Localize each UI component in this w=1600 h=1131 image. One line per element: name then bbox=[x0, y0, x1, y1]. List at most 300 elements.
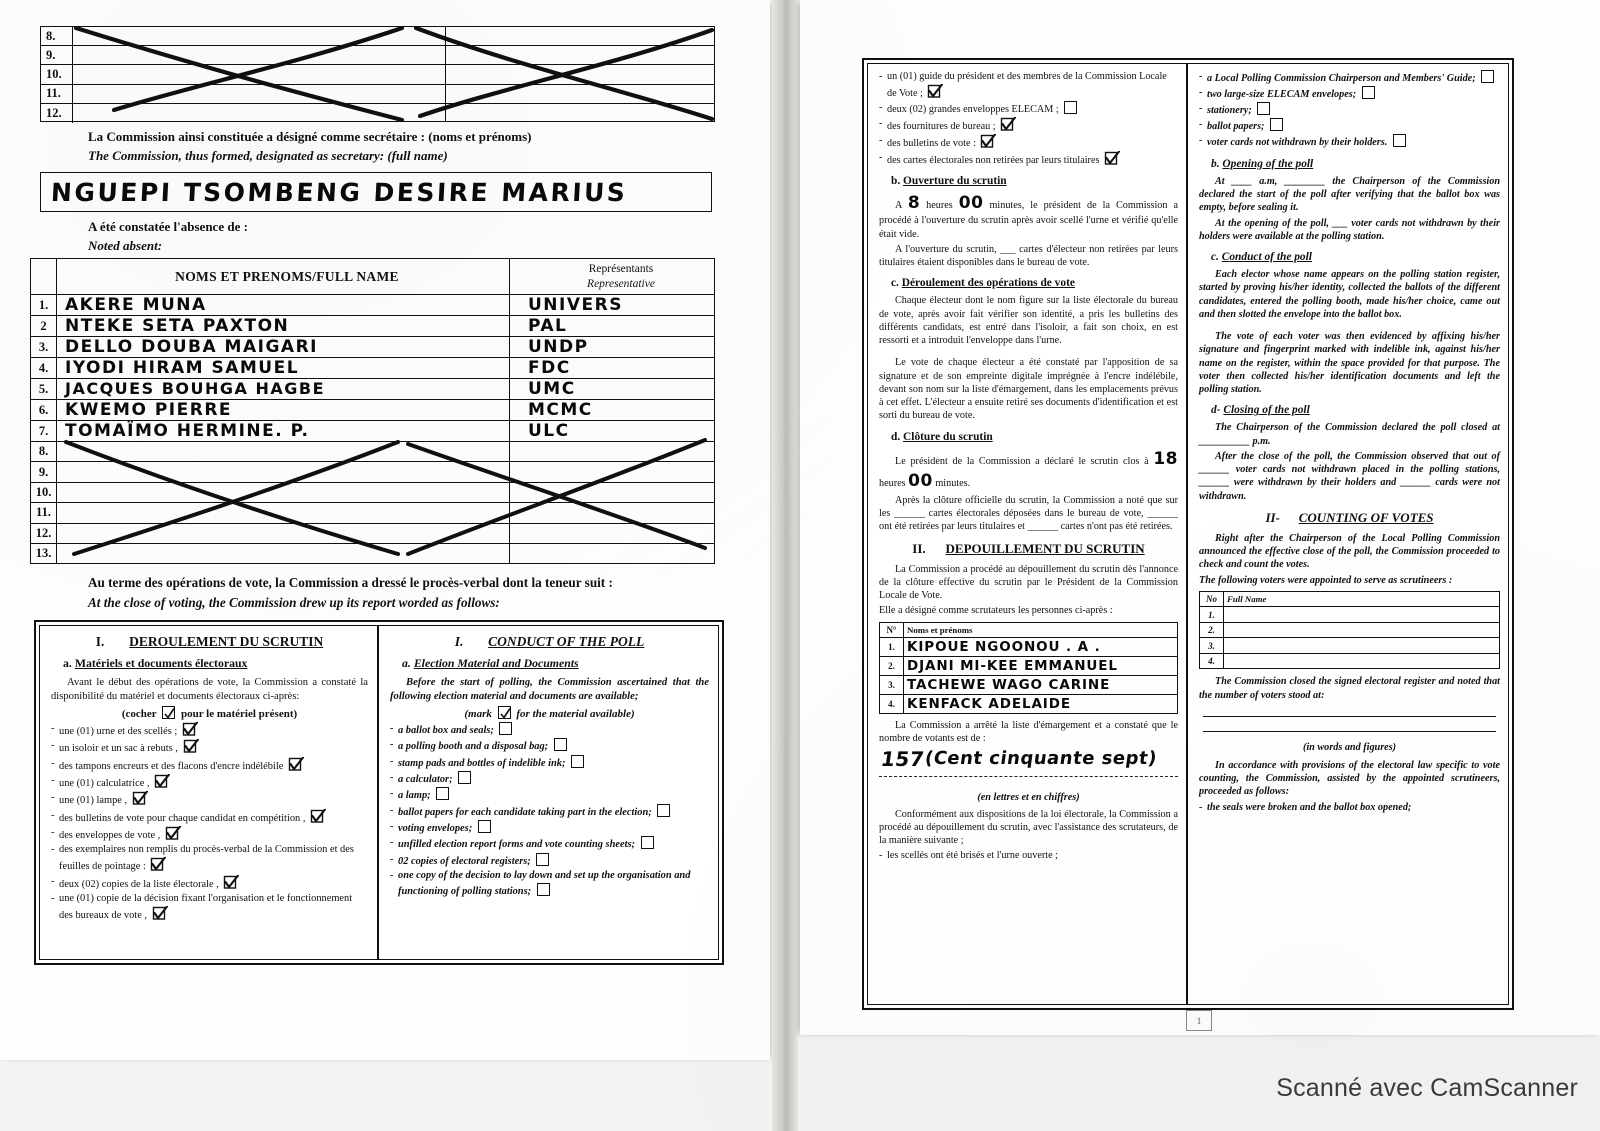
checklist-item bbox=[390, 853, 709, 869]
row-number: 3. bbox=[31, 337, 57, 358]
subsection-d-heading-fr bbox=[891, 431, 1178, 443]
checklist-item bbox=[390, 836, 709, 852]
row-fullname[interactable] bbox=[57, 442, 510, 462]
row-fullname[interactable] bbox=[57, 462, 510, 482]
table-row bbox=[880, 676, 1178, 695]
subsection-d-heading-en bbox=[1211, 404, 1500, 416]
row-fullname[interactable] bbox=[904, 638, 1178, 657]
row-fullname[interactable] bbox=[57, 482, 510, 502]
table-row bbox=[1200, 622, 1500, 638]
checkbox[interactable] bbox=[641, 836, 654, 849]
section-I-roman-en: I. bbox=[454, 634, 464, 649]
secretary-caption bbox=[88, 128, 532, 166]
table-row bbox=[1200, 607, 1500, 623]
subsection-b-heading-en bbox=[1211, 158, 1500, 170]
checkbox[interactable] bbox=[1064, 101, 1077, 114]
row-number: 1. bbox=[31, 295, 57, 316]
row-number: 12. bbox=[31, 523, 57, 543]
subsection-c-letter-fr: c. bbox=[891, 277, 899, 290]
subsection-a-letter-en: a. bbox=[402, 656, 411, 670]
handwritten-check-icon bbox=[223, 875, 239, 890]
section-I-intro-en: Before the start of polling, the Commission ascertained that the following election material and documents are available; bbox=[390, 677, 709, 702]
closing-note-fr: Au terme des opérations de vote, la Commission a dressé le procès-verbal dont la teneur suit : bbox=[88, 575, 613, 590]
scrutineers-col-no-en: No bbox=[1200, 591, 1224, 607]
row-representative[interactable] bbox=[510, 316, 715, 337]
checklist-item bbox=[879, 70, 1178, 100]
subsection-d-letter-fr: d. bbox=[891, 430, 901, 443]
table-row bbox=[31, 295, 715, 316]
grid-row bbox=[41, 65, 714, 84]
opening-line-en: At ____ a.m, ________ the Chairperson of the Commission declared the start of the poll after verifying that the ballot box was empty, before sealing it. bbox=[1199, 175, 1500, 214]
row-number: 13. bbox=[31, 543, 57, 563]
row-number: 4. bbox=[1200, 653, 1224, 669]
subsection-c-title-fr: Déroulement des opérations de vote bbox=[901, 277, 1075, 290]
checklist-item bbox=[51, 875, 368, 892]
checklist-item-label: une (01) copie de la décision fixant l'organisation et le fonctionnement des bureaux de vote , bbox=[59, 892, 353, 921]
table-row bbox=[880, 695, 1178, 714]
secretary-name-value: NGUEPI TSOMBENG DESIRE MARIUS bbox=[50, 177, 629, 207]
handwritten-check-icon bbox=[310, 809, 326, 824]
closing-line-en: The Chairperson of the Commission declared the poll closed at __________ p.m. bbox=[1199, 422, 1500, 447]
checklist-item-label: voting envelopes; bbox=[398, 823, 473, 835]
section-II-title-fr: DEPOUILLEMENT DU SCRUTIN bbox=[945, 540, 1145, 556]
row-fullname[interactable] bbox=[57, 421, 510, 442]
handwritten-party: FDC bbox=[528, 358, 571, 378]
checklist-item bbox=[51, 843, 368, 874]
grid-row bbox=[41, 104, 714, 123]
handwritten-name: TOMAÏMO HERMINE. P. bbox=[65, 421, 310, 441]
checklist-item bbox=[390, 804, 709, 820]
voters-count-figure: 157 bbox=[879, 746, 926, 771]
subsection-a-title-en: Election Material and Documents bbox=[413, 656, 579, 670]
opening-cards-line-fr: A l'ouverture du scrutin, ___ cartes d'électeur non retirées par leurs titulaires étaient disponibles dans le bureau de vote. bbox=[879, 243, 1178, 269]
handwritten-name: NTEKE SETA PAXTON bbox=[65, 316, 290, 336]
closing-prefix-fr: Le président de la Commission a déclaré le scrutin clos à bbox=[895, 455, 1149, 467]
checklist-item bbox=[390, 755, 709, 771]
table-row bbox=[31, 523, 715, 543]
table-row bbox=[31, 482, 715, 502]
handwritten-check-icon bbox=[1000, 117, 1016, 132]
top-empty-grid bbox=[40, 26, 715, 122]
closing-time-line-fr bbox=[879, 448, 1178, 492]
final-paragraph-fr: Conformément aux dispositions de la loi électorale, la Commission a procédé au dépouillement du scrutin, avec l'assistance des scrutateurs, de la manière suivante ; bbox=[879, 808, 1178, 847]
checkbox-instruction-pre-fr: (cocher bbox=[121, 708, 157, 721]
row-number: 9. bbox=[31, 462, 57, 482]
checkbox-instruction-fr bbox=[51, 706, 368, 720]
closing-cards-line-en: After the close of the poll, the Commission observed that out of ______ voter cards not withdrawn placed in the polling stations, ______ were withdrawn by their holders and ______ cards were not withdrawn. bbox=[1199, 450, 1500, 502]
checklist-item bbox=[879, 151, 1178, 168]
conduct-p1-en: Each elector whose name appears on the polling station register, started by proving his/her identity, collected the ballots of the different candidates, entered the polling booth, made his/her choice, came out and then slotted the envelope into the ballot box. bbox=[1199, 269, 1500, 320]
scrutineers-header-row bbox=[1200, 591, 1500, 607]
section-I-french-column bbox=[40, 626, 379, 959]
checkbox[interactable] bbox=[436, 787, 449, 800]
section-II-heading-fr bbox=[879, 541, 1178, 557]
checklist-item bbox=[1199, 86, 1500, 102]
closing-minute-value: 00 bbox=[908, 470, 933, 491]
row-fullname[interactable] bbox=[1224, 607, 1500, 623]
subsection-c-letter-en: c. bbox=[1211, 251, 1219, 264]
subsection-c-heading-fr bbox=[891, 277, 1178, 289]
checkmark-example-icon-en bbox=[498, 706, 511, 719]
checklist-item-label: des tampons encreurs et des flacons d'encre indélébile bbox=[59, 760, 284, 772]
checklist-item bbox=[390, 787, 709, 803]
checklist-item-label: ballot papers; bbox=[1207, 121, 1265, 133]
checklist-item-label: stamp pads and bottles of indelible ink; bbox=[398, 757, 566, 769]
conduct-p1-fr: Chaque électeur dont le nom figure sur la liste électorale du bureau de vote, après avoir fait vérifier son identité, a pris les bulletins des différents candidats, est entré dans l'isoloir, a fait son choix, en est ressorti et a introduit l'enveloppe dans l'urne. bbox=[879, 295, 1178, 347]
row-fullname[interactable] bbox=[57, 503, 510, 523]
counting-p2-en: The following voters were appointed to serve as scrutineers : bbox=[1199, 574, 1453, 586]
handwritten-party: ULC bbox=[528, 421, 570, 441]
scrutineers-table-fr bbox=[879, 622, 1178, 715]
row-representative[interactable] bbox=[510, 543, 715, 563]
row-fullname[interactable] bbox=[57, 543, 510, 563]
handwritten-check-icon bbox=[154, 774, 170, 789]
row-number: 1. bbox=[880, 638, 904, 657]
checklist-item-label: des fournitures de bureau ; bbox=[887, 120, 996, 132]
table-row bbox=[31, 421, 715, 442]
checkbox[interactable] bbox=[499, 722, 512, 735]
checklist-item-label: des cartes électorales non retirées par leurs titulaires bbox=[887, 154, 1100, 166]
checklist-item bbox=[51, 892, 368, 923]
col-header-no bbox=[31, 259, 57, 295]
checklist-item bbox=[390, 869, 709, 899]
handwritten-check-icon bbox=[288, 757, 304, 772]
absent-caption-fr: A été constatée l'absence de : bbox=[88, 219, 248, 234]
checklist-item-label: two large-size ELECAM envelopes; bbox=[1207, 89, 1357, 101]
row-fullname[interactable] bbox=[57, 337, 510, 358]
subsection-d-title-fr: Clôture du scrutin bbox=[903, 430, 993, 443]
camscanner-watermark: Scanné avec CamScanner bbox=[1276, 1074, 1578, 1102]
row-fullname[interactable] bbox=[904, 657, 1178, 676]
checkbox-instruction-post-fr: pour le matériel présent) bbox=[180, 708, 298, 721]
checklist-item bbox=[879, 101, 1178, 117]
representatives-table bbox=[30, 258, 715, 564]
checkbox[interactable] bbox=[1481, 70, 1494, 83]
subsection-b-letter-en: b. bbox=[1211, 157, 1220, 170]
row-fullname[interactable] bbox=[57, 316, 510, 337]
row-representative[interactable] bbox=[510, 421, 715, 442]
row-fullname[interactable] bbox=[57, 295, 510, 316]
checkbox[interactable] bbox=[537, 883, 550, 896]
opening-prefix-fr: A bbox=[895, 200, 902, 212]
final-bullets-en bbox=[1199, 801, 1500, 815]
section-II-roman-fr: II. bbox=[912, 540, 926, 556]
section-II-roman-en: II- bbox=[1265, 509, 1280, 525]
checkbox-instruction-pre-en: (mark bbox=[464, 708, 492, 721]
subsection-a-heading-en bbox=[402, 656, 709, 671]
page-gutter-edge bbox=[772, 0, 798, 1131]
row-number: 10. bbox=[31, 482, 57, 502]
table-row bbox=[31, 462, 715, 482]
opening-hour-value: 8 bbox=[907, 193, 921, 214]
checklist-item-label: voter cards not withdrawn by their holders. bbox=[1207, 137, 1388, 149]
row-number: 2. bbox=[880, 657, 904, 676]
voters-count-words: (Cent cinquante sept) bbox=[923, 747, 1159, 769]
section-II-heading-en bbox=[1199, 510, 1500, 526]
subsection-c-heading-en bbox=[1211, 251, 1500, 263]
checklist-item bbox=[390, 820, 709, 836]
checklist-item bbox=[51, 791, 368, 808]
col-header-representative-en: Representative bbox=[587, 277, 655, 290]
row-number: 1. bbox=[1200, 607, 1224, 623]
section-II-title-en: COUNTING OF VOTES bbox=[1298, 509, 1434, 525]
row-fullname[interactable] bbox=[904, 676, 1178, 695]
checkbox-instruction-post-en: for the material available) bbox=[516, 708, 635, 721]
section-I-roman-fr: I. bbox=[95, 634, 105, 649]
checklist-item bbox=[1199, 118, 1500, 134]
checkmark-example-icon bbox=[162, 706, 175, 719]
handwritten-name: TACHEWE WAGO CARINE bbox=[907, 677, 1111, 694]
handwritten-check-icon bbox=[980, 134, 996, 149]
checklist-item-label: a lamp; bbox=[398, 790, 431, 802]
grid-row-number: 12. bbox=[41, 104, 73, 123]
checklist-item bbox=[51, 774, 368, 791]
voters-count-blank-line-1[interactable] bbox=[1203, 716, 1496, 717]
row-representative[interactable] bbox=[510, 379, 715, 400]
counting-p2-fr: Elle a désigné comme scrutateurs les personnes ci-après : bbox=[879, 605, 1113, 617]
absent-caption bbox=[88, 218, 248, 256]
page-number-tag: 1 bbox=[1186, 1010, 1212, 1031]
voters-caption-fr: (en lettres et en chiffres) bbox=[977, 791, 1080, 803]
checklist-item-label: stationery; bbox=[1207, 105, 1252, 117]
checklist-item-label: a calculator; bbox=[398, 774, 453, 786]
section-I-title-en: CONDUCT OF THE POLL bbox=[488, 634, 645, 649]
handwritten-party: UNIVERS bbox=[528, 295, 623, 315]
scrutineers-col-name-en: Full Name bbox=[1224, 591, 1500, 607]
checklist-item-label: a polling booth and a disposal bag; bbox=[398, 741, 549, 753]
closing-hour-value: 18 bbox=[1153, 448, 1178, 469]
subsection-b-title-fr: Ouverture du scrutin bbox=[903, 175, 1007, 188]
opening-time-line-fr bbox=[879, 192, 1178, 241]
scrutineers-col-name-fr: Noms et prénoms bbox=[904, 622, 1178, 638]
row-number: 4. bbox=[31, 358, 57, 379]
checkbox-instruction-en bbox=[390, 706, 709, 720]
section-I-english-column bbox=[379, 626, 718, 959]
subsection-c-title-en: Conduct of the poll bbox=[1221, 251, 1312, 264]
opening-suffix-fr: minutes, le président de la Commission a procédé à l'ouverture du scrutin après avoir scellé l'urne et vérifié qu'elle était vide. bbox=[879, 200, 1179, 240]
row-representative[interactable] bbox=[510, 503, 715, 523]
table-row bbox=[31, 442, 715, 462]
checkbox[interactable] bbox=[1257, 102, 1270, 115]
conduct-p2-fr: Le vote de chaque électeur a été constaté par l'apposition de sa signature et de son empreinte digitale imprégnée à l'encre indélébile, devant son nom sur la liste d'émargement, dans les emplacements prévus à cet effet. L'électeur a ensuite retiré ses documents d'identification et est sorti du bureau de vote. bbox=[879, 357, 1178, 422]
handwritten-check-icon bbox=[152, 906, 168, 921]
counting-p1-en: Right after the Chairperson of the Local Polling Commission announced the effective close of the poll, the Commission proceeded to check and count the votes. bbox=[1199, 532, 1500, 571]
table-row bbox=[880, 657, 1178, 676]
list-item: - the seals were broken and the ballot box opened; bbox=[1199, 801, 1500, 815]
row-number: 11. bbox=[31, 503, 57, 523]
secretary-caption-fr: La Commission ainsi constituée a désigné comme secrétaire : (noms et prénoms) bbox=[88, 129, 532, 144]
checklist-item bbox=[1199, 134, 1500, 150]
section-I-heading-en bbox=[390, 634, 709, 650]
row-fullname[interactable] bbox=[57, 523, 510, 543]
subsection-b-title-en: Opening of the poll bbox=[1222, 157, 1314, 170]
handwritten-party: UNDP bbox=[528, 337, 589, 357]
subsection-b-heading-fr bbox=[891, 175, 1178, 187]
checklist-item bbox=[51, 826, 368, 843]
row-number: 3. bbox=[880, 676, 904, 695]
secretary-name-field[interactable] bbox=[40, 172, 712, 212]
table-row bbox=[880, 638, 1178, 657]
closing-cards-line-fr: Après la clôture officielle du scrutin, la Commission a noté que sur les ______ cartes électorales déposées dans le bureau de vote, ______ ont été retirées par leurs titulaires et ______ cartes n'ont pas été retirées. bbox=[879, 494, 1178, 533]
grid-row-number: 8. bbox=[41, 27, 73, 45]
checklist-item-label: a ballot box and seals; bbox=[398, 725, 494, 737]
row-representative[interactable] bbox=[510, 462, 715, 482]
table-row bbox=[31, 358, 715, 379]
col-header-fullname: NOMS ET PRENOMS/FULL NAME bbox=[57, 259, 510, 295]
subsection-a-letter-fr: a. bbox=[63, 656, 72, 670]
grid-row-number: 10. bbox=[41, 65, 73, 83]
row-number: 2. bbox=[1200, 622, 1224, 638]
row-number: 6. bbox=[31, 400, 57, 421]
checklist-item bbox=[390, 738, 709, 754]
checklist-item-label: deux (02) grandes enveloppes ELECAM ; bbox=[887, 103, 1059, 115]
row-number: 8. bbox=[31, 442, 57, 462]
row-number: 2 bbox=[31, 316, 57, 337]
subsection-d-letter-en: d- bbox=[1211, 404, 1221, 417]
section-I-intro-fr: Avant le début des opérations de vote, la Commission a constaté la disponibilité du matériel et documents électoraux ci-après: bbox=[51, 677, 368, 702]
checklist-item-label: un (01) guide du président et des membres de la Commission Locale de Vote ; bbox=[887, 71, 1167, 99]
handwritten-check-icon bbox=[132, 791, 148, 806]
grid-row bbox=[41, 46, 714, 65]
row-representative[interactable] bbox=[510, 400, 715, 421]
table-row bbox=[31, 543, 715, 563]
checkbox[interactable] bbox=[554, 738, 567, 751]
right-english-column bbox=[1188, 64, 1508, 1004]
handwritten-check-icon bbox=[165, 826, 181, 841]
material-checklist-continued-fr bbox=[879, 70, 1178, 167]
checklist-item-label: ballot papers for each candidate taking part in the election; bbox=[398, 806, 652, 818]
row-representative[interactable] bbox=[510, 482, 715, 502]
closing-note bbox=[88, 573, 728, 613]
voters-count-blank-line-2[interactable] bbox=[1203, 731, 1496, 732]
row-fullname[interactable] bbox=[1224, 622, 1500, 638]
handwritten-check-icon bbox=[150, 857, 166, 872]
checkbox[interactable] bbox=[458, 771, 471, 784]
voters-caption-en: (in words and figures) bbox=[1302, 741, 1397, 753]
table-header-row bbox=[31, 259, 715, 295]
checklist-item bbox=[1199, 102, 1500, 118]
handwritten-party: PAL bbox=[528, 316, 568, 336]
row-representative[interactable] bbox=[510, 523, 715, 543]
checklist-item-label: des enveloppes de vote , bbox=[59, 830, 161, 842]
checklist-item bbox=[390, 771, 709, 787]
voters-intro-en: The Commission closed the signed electoral register and noted that the number of voters stood at: bbox=[1199, 676, 1500, 701]
row-number: 7. bbox=[31, 421, 57, 442]
closing-note-en: At the close of voting, the Commission drew up its report worded as follows: bbox=[88, 594, 500, 610]
checklist-item-label: des bulletins de vote pour chaque candidat en compétition , bbox=[59, 812, 306, 824]
conduct-p2-en: The vote of each voter was then evidenced by affixing his/her signature and fingerprint marked with indelible ink, against his/her name on the register, within the space provided for that purpose. The voter then collected his/her identification documents and left the polling station. bbox=[1199, 331, 1500, 396]
row-fullname[interactable] bbox=[57, 379, 510, 400]
row-representative[interactable] bbox=[510, 295, 715, 316]
row-fullname[interactable] bbox=[57, 400, 510, 421]
checkbox[interactable] bbox=[1362, 86, 1375, 99]
checkbox[interactable] bbox=[536, 853, 549, 866]
checklist-item-label: des bulletins de vote : bbox=[887, 137, 976, 149]
checklist-item-label: one copy of the decision to lay down and set up the organisation and functioning of polling stations; bbox=[398, 870, 691, 897]
closing-hour-label-fr: heures bbox=[879, 477, 906, 489]
row-fullname[interactable] bbox=[1224, 638, 1500, 654]
checklist-item-label: unfilled election report forms and vote counting sheets; bbox=[398, 839, 635, 851]
checkbox[interactable] bbox=[1270, 118, 1283, 131]
checkbox[interactable] bbox=[478, 820, 491, 833]
table-row bbox=[31, 337, 715, 358]
section-I-title-fr: DEROULEMENT DU SCRUTIN bbox=[129, 634, 324, 649]
row-representative[interactable] bbox=[510, 442, 715, 462]
handwritten-party: UMC bbox=[528, 379, 576, 399]
counting-p1-fr: La Commission a procédé au dépouillement du scrutin dès l'annonce de la clôture effective du scrutin par le Président de la Commission Locale de Vote. bbox=[879, 563, 1178, 602]
handwritten-check-icon bbox=[927, 84, 943, 99]
scrutineers-col-no-fr: N° bbox=[880, 622, 904, 638]
handwritten-name: AKERE MUNA bbox=[65, 295, 207, 315]
checkbox[interactable] bbox=[1393, 134, 1406, 147]
subsection-b-letter-fr: b. bbox=[891, 175, 901, 188]
grid-row bbox=[41, 85, 714, 104]
checklist-item-label: deux (02) copies de la liste électorale , bbox=[59, 878, 219, 890]
checklist-item bbox=[51, 722, 368, 739]
table-row bbox=[1200, 638, 1500, 654]
right-french-column bbox=[868, 64, 1188, 1004]
handwritten-name: DJANI MI-KEE EMMANUEL bbox=[907, 658, 1118, 675]
material-checklist-en bbox=[390, 722, 709, 899]
handwritten-name: IYODI HIRAM SAMUEL bbox=[65, 358, 300, 378]
subsection-a-title-fr: Matériels et documents électoraux bbox=[74, 656, 248, 670]
voters-count-field[interactable] bbox=[879, 748, 1178, 788]
checklist-item-label: une (01) urne et des scellés ; bbox=[59, 726, 178, 738]
final-bullets-fr bbox=[879, 849, 1178, 863]
table-row bbox=[31, 379, 715, 400]
col-header-representative-fr: Représentants bbox=[588, 263, 654, 276]
checklist-item-label: des exemplaires non remplis du procès-verbal de la Commission et des feuilles de pointage : bbox=[59, 844, 354, 873]
checklist-item-label: une (01) lampe , bbox=[59, 795, 128, 807]
row-fullname[interactable] bbox=[1224, 653, 1500, 669]
material-checklist-continued-en bbox=[1199, 70, 1500, 150]
subsection-d-title-en: Closing of the poll bbox=[1223, 404, 1310, 417]
grid-row bbox=[41, 27, 714, 46]
right-page-box bbox=[862, 58, 1514, 1010]
absent-caption-en: Noted absent: bbox=[88, 237, 163, 253]
checklist-item-label: une (01) calculatrice , bbox=[59, 778, 150, 790]
checkbox[interactable] bbox=[571, 755, 584, 768]
row-number: 3. bbox=[1200, 638, 1224, 654]
checklist-item bbox=[51, 757, 368, 774]
row-fullname[interactable] bbox=[57, 358, 510, 379]
row-fullname[interactable] bbox=[904, 695, 1178, 714]
voters-intro-fr: La Commission a arrêté la liste d'émargement et a constaté que le nombre de votants est de : bbox=[879, 720, 1178, 745]
opening-cards-line-en: At the opening of the poll, ___ voter cards not withdrawn by their holders were available at the polling station. bbox=[1199, 217, 1500, 242]
grid-row-number: 11. bbox=[41, 85, 73, 103]
material-checklist-fr bbox=[51, 722, 368, 922]
checklist-item bbox=[879, 134, 1178, 151]
subsection-a-heading-fr bbox=[63, 656, 368, 671]
checklist-item-label: a Local Polling Commission Chairperson and Members' Guide; bbox=[1207, 73, 1476, 84]
handwritten-name: KENFACK ADELAIDE bbox=[907, 696, 1071, 713]
row-representative[interactable] bbox=[510, 337, 715, 358]
handwritten-check-icon bbox=[1104, 151, 1120, 166]
table-row bbox=[31, 316, 715, 337]
row-representative[interactable] bbox=[510, 358, 715, 379]
checklist-item bbox=[879, 117, 1178, 134]
opening-hour-label-fr: heures bbox=[926, 200, 953, 212]
table-row bbox=[31, 503, 715, 523]
checkbox[interactable] bbox=[657, 804, 670, 817]
table-row bbox=[31, 400, 715, 421]
checklist-item bbox=[51, 809, 368, 826]
opening-minute-value: 00 bbox=[958, 193, 984, 214]
scrutineers-header-row bbox=[880, 622, 1178, 638]
handwritten-party: MCMC bbox=[528, 400, 593, 420]
checklist-item bbox=[1199, 70, 1500, 86]
checklist-item bbox=[390, 722, 709, 738]
